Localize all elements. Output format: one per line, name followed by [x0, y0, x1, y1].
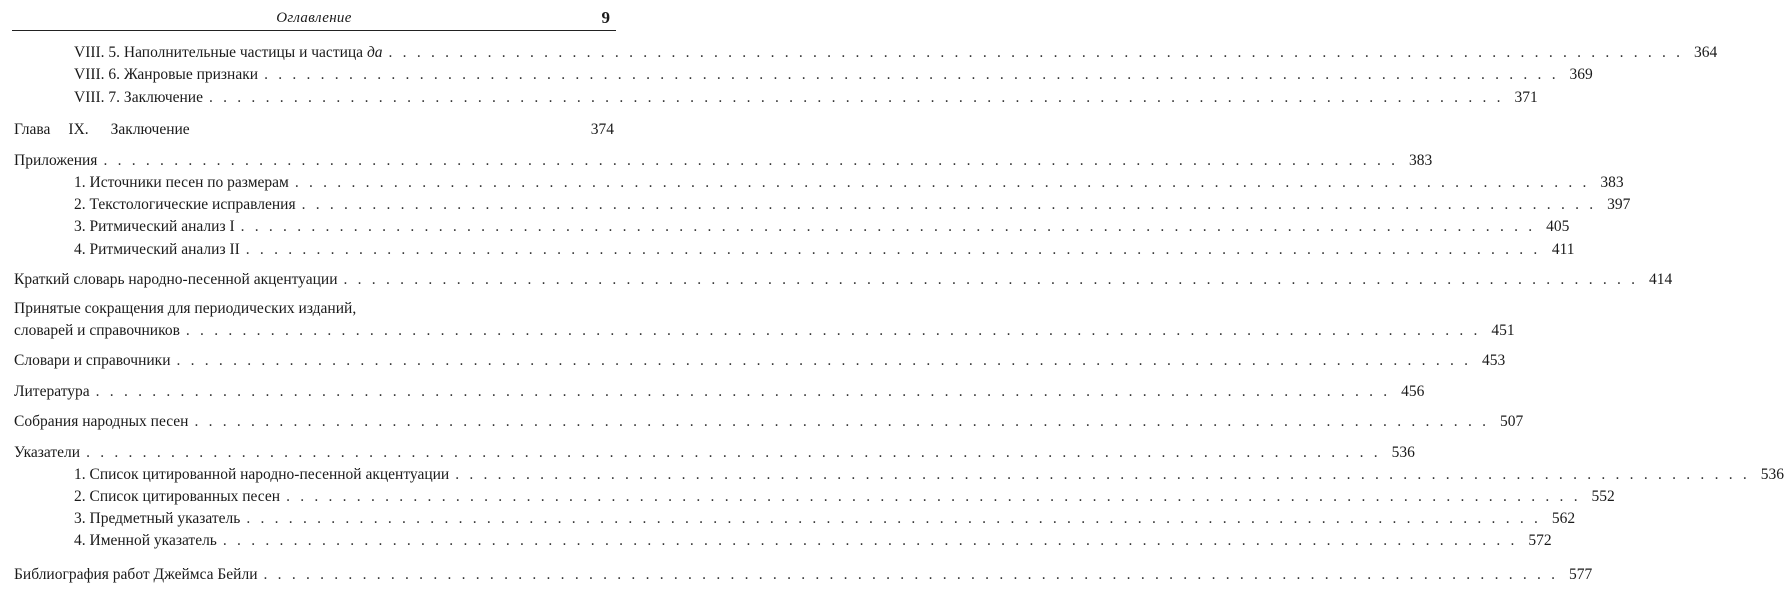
toc-entry-appendix-4[interactable] — [74, 239, 1575, 261]
toc-entry-label: Приложения — [14, 152, 98, 169]
toc-entry-song-collections[interactable] — [14, 411, 1524, 433]
toc-leader-dots: . . . . . . . . . . . . . . . . . . . . . . . . . . . . . . . . . . . . . . . . . . . . . . . . . . . . . . . . . . . . . . . . . . . . . . . . . . . . . . . . . . . . . . . . . . . . — [103, 152, 1399, 169]
toc-entry-page: 451 — [1491, 322, 1515, 339]
toc-leader-dots: . . . . . . . . . . . . . . . . . . . . . . . . . . . . . . . . . . . . . . . . . . . . . . . . . . . . . . . . . . . . . . . . . . . . . . . . . . . . . . . . . . . . . . . . . . . . — [294, 174, 1590, 191]
toc-entry-label: 2. Список цитированных песен — [74, 488, 281, 505]
toc-entry-page: 411 — [1551, 241, 1575, 258]
toc-leader-dots: . . . . . . . . . . . . . . . . . . . . . . . . . . . . . . . . . . . . . . . . . . . . . . . . . . . . . . . . . . . . . . . . . . . . . . . . . . . . . . . . . . . . . . . . . . . . — [264, 66, 1559, 83]
toc-entry-label: словарей и справочников — [14, 322, 180, 339]
toc-leader-dots: . . . . . . . . . . . . . . . . . . . . . . . . . . . . . . . . . . . . . . . . . . . . . . . . . . . . . . . . . . . . . . . . . . . . . . . . . . . . . . . . . . . . . . . . . . . . — [343, 271, 1639, 288]
toc-leader-dots: . . . . . . . . . . . . . . . . . . . . . . . . . . . . . . . . . . . . . . . . . . . . . . . . . . . . . . . . . . . . . . . . . . . . . . . . . . . . . . . . . . . . . . . . . . . . — [246, 510, 1542, 527]
toc-entry-page: 414 — [1648, 271, 1673, 288]
toc-entry-chapter-ix[interactable] — [14, 119, 614, 141]
toc-entry-page: 371 — [1514, 89, 1538, 106]
toc-entry-viii-6[interactable] — [74, 64, 1593, 86]
toc-entry-page: 383 — [1600, 174, 1624, 191]
toc-entry-appendix-2[interactable] — [74, 194, 1631, 216]
toc-entry-abbreviations[interactable] — [14, 320, 1515, 342]
toc-entry-appendix-1[interactable] — [74, 172, 1624, 194]
toc-entry-label: 4. Именной указатель — [74, 532, 217, 549]
toc-leader-dots: . . . . . . . . . . . . . . . . . . . . . . . . . . . . . . . . . . . . . . . . . . . . . . . . . . . . . . . . . . . . . . . . . . . . . . . . . . . . . . . . . . . . . . . . . . . . — [240, 218, 1536, 235]
toc-entry-label: Указатели — [14, 444, 81, 461]
toc-entry-page: 456 — [1401, 383, 1425, 400]
toc-leader-dots: . . . . . . . . . . . . . . . . . . . . . . . . . . . . . . . . . . . . . . . . . . . . . . . . . . . . . . . . . . . . . . . . . . . . . . . . . . . . . . . . . . . . . . . . . . . . — [176, 352, 1472, 369]
toc-entry-page: 383 — [1408, 152, 1433, 169]
toc-leader-dots: . . . . . . . . . . . . . . . . . . . . . . . . . . . . . . . . . . . . . . . . . . . . . . . . . . . . . . . . . . . . . . . . . . . . . . . . . . . . . . . . . . . . . . . . . . . . — [263, 566, 1559, 583]
toc-leader-dots: . . . . . . . . . . . . . . . . . . . . . . . . . . . . . . . . . . . . . . . . . . . . . . . . . . . . . . . . . . . . . . . . . . . . . . . . . . . . . . . . . . . . . . . . . . . . — [194, 413, 1490, 430]
toc-entry-label: 2. Текстологические исправления — [74, 196, 296, 213]
toc-entry-page: 397 — [1607, 196, 1631, 213]
toc-entry-bibliography[interactable] — [14, 564, 1593, 586]
toc-entry-page: 364 — [1694, 44, 1718, 61]
toc-entry-label: Собрания народных песен — [14, 413, 189, 430]
toc-entry-dictionary[interactable] — [14, 269, 1673, 291]
toc-leader-dots: . . . . . . . . . . . . . . . . . . . . . . . . . . . . . . . . . . . . . . . . . . . . . . . . . . . . . . . . . . . . . . . . . . . . . . . . . . . . . . . . . . . . . . . . . . . . — [86, 444, 1381, 461]
toc-leader-dots: . . . . . . . . . . . . . . . . . . . . . . . . . . . . . . . . . . . . . . . . . . . . . . . . . . . . . . . . . . . . . . . . . . . . . . . . . . . . . . . . . . . . . . . . . . . . — [286, 488, 1581, 505]
toc-entry-index-2[interactable] — [74, 486, 1615, 508]
toc-entry-abbreviations-line1: Принятые сокращения для периодических изданий, — [14, 300, 357, 317]
toc-entry-label: 1. Список цитированной народно-песенной акцентуации — [74, 466, 450, 483]
toc-entry-references[interactable] — [14, 350, 1506, 372]
toc-entry-viii-7[interactable] — [74, 87, 1538, 109]
toc-leader-dots: . . . . . . . . . . . . . . . . . . . . . . . . . . . . . . . . . . . . . . . . . . . . . . . . . . . . . . . . . . . . . . . . . . . . . . . . . . . . . . . . . . . . . . . . . . . . — [301, 196, 1597, 213]
toc-leader-dots: . . . . . . . . . . . . . . . . . . . . . . . . . . . . . . . . . . . . . . . . . . . . . . . . . . . . . . . . . . . . . . . . . . . . . . . . . . . . . . . . . . . . . . . . . . . . — [388, 44, 1684, 61]
toc-entry-label: 3. Ритмический анализ I — [74, 218, 235, 235]
toc-entry-page: 572 — [1528, 532, 1552, 549]
toc-entry-label: 4. Ритмический анализ II — [74, 241, 240, 258]
toc-leader-dots: . . . . . . . . . . . . . . . . . . . . . . . . . . . . . . . . . . . . . . . . . . . . . . . . . . . . . . . . . . . . . . . . . . . . . . . . . . . . . . . . . . . . . . . . . . . . — [245, 241, 1541, 258]
toc-leader-dots: . . . . . . . . . . . . . . . . . . . . . . . . . . . . . . . . . . . . . . . . . . . . . . . . . . . . . . . . . . . . . . . . . . . . . . . . . . . . . . . . . . . . . . . . . . . . — [208, 89, 1504, 106]
toc-entry-label: VIII. 5. Наполнительные частицы и частица да — [74, 44, 383, 61]
toc-entry-index-3[interactable] — [74, 508, 1576, 530]
toc-entry-literature[interactable] — [14, 381, 1425, 403]
toc-entry-appendices[interactable] — [14, 150, 1433, 172]
toc-entry-page: 369 — [1569, 66, 1593, 83]
toc-entry-page: 405 — [1546, 218, 1570, 235]
toc-entry-page: 374 — [590, 121, 614, 138]
running-header — [12, 8, 616, 31]
toc-entry-appendix-3[interactable] — [74, 216, 1570, 238]
toc-entry-indexes[interactable] — [14, 442, 1415, 464]
page-number: 9 — [601, 8, 610, 27]
toc-leader-dots: . . . . . . . . . . . . . . . . . . . . . . . . . . . . . . . . . . . . . . . . . . . . . . . . . . . . . . . . . . . . . . . . . . . . . . . . . . . . . . . . . . . . . . . . . . . . — [95, 383, 1391, 400]
toc-leader-dots: . . . . . . . . . . . . . . . . . . . . . . . . . . . . . . . . . . . . . . . . . . . . . . . . . . . . . . . . . . . . . . . . . . . . . . . . . . . . . . . . . . . . . . . . . . . . — [185, 322, 1481, 339]
toc-entry-label: VIII. 7. Заключение — [74, 89, 203, 106]
toc-entry-page: 536 — [1391, 444, 1415, 461]
toc-entry-page: 562 — [1551, 510, 1576, 527]
toc-entry-page: 552 — [1591, 488, 1615, 505]
toc-leader-dots: . . . . . . . . . . . . . . . . . . . . . . . . . . . . . . . . . . . . . . . . . . . . . . . . . . . . . . . . . . . . . . . . . . . . . . . . . . . . . . . . . . . . . . . . . . . . — [455, 466, 1750, 483]
toc-entry-label: Литература — [14, 383, 90, 400]
toc-leader-dots: . . . . . . . . . . . . . . . . . . . . . . . . . . . . . . . . . . . . . . . . . . . . . . . . . . . . . . . . . . . . . . . . . . . . . . . . . . . . . . . . . . . . . . . . . . . . — [222, 532, 1518, 549]
toc-entry-page: 453 — [1481, 352, 1506, 369]
toc-entry-index-4[interactable] — [74, 530, 1552, 552]
toc-entry-viii-5[interactable] — [74, 42, 1718, 64]
toc-entry-page: 507 — [1499, 413, 1524, 430]
toc-entry-label: Словари и справочники — [14, 352, 171, 369]
running-header-title: Оглавление — [276, 10, 352, 26]
toc-entry-label: 3. Предметный указатель — [74, 510, 241, 527]
toc-entry-label: Краткий словарь народно-песенной акцентуации — [14, 271, 338, 288]
toc-entry-page: 577 — [1569, 566, 1593, 583]
toc-entry-label: Глава IX. Заключение — [14, 121, 190, 138]
toc-entry-label-italic: да — [366, 44, 383, 61]
toc-entry-index-1[interactable] — [74, 464, 1784, 486]
toc-entry-label: VIII. 6. Жанровые признаки — [74, 66, 259, 83]
toc-entry-label: Библиография работ Джеймса Бейли — [14, 566, 258, 583]
toc-entry-label: 1. Источники песен по размерам — [74, 174, 289, 191]
toc-entry-page: 536 — [1760, 466, 1784, 483]
